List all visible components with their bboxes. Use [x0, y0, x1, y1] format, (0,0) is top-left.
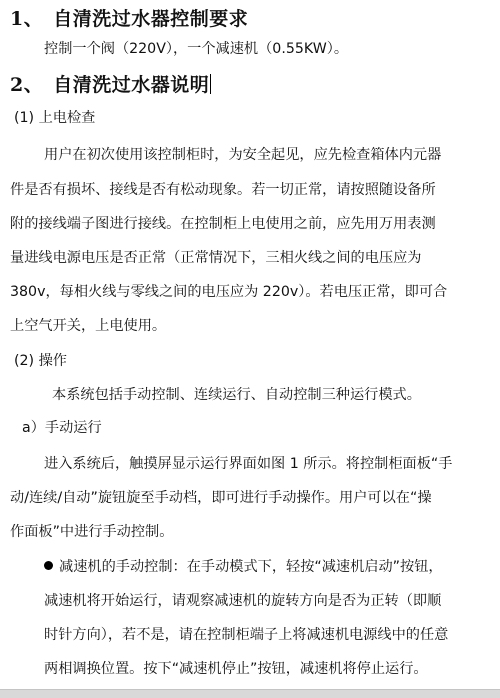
bullet-line: 减速机将开始运行，请观察减速机的旋转方向是否为正转（即顺 [44, 593, 442, 609]
section-2-number: 2、 [10, 74, 44, 96]
section-2-title: 自清洗过水器说明 [53, 74, 210, 96]
power-check-line: 上空气开关，上电使用。 [10, 318, 167, 334]
manual-mode-line: 作面板”中进行手动控制。 [10, 524, 174, 540]
bullet-line: 两相调换位置。按下“减速机停止”按钮，减速机将停止运行。 [44, 661, 428, 677]
section-1-body: 控制一个阀（220V），一个减速机（0.55KW）。 [44, 41, 349, 57]
horizontal-scrollbar[interactable] [0, 689, 500, 698]
power-check-heading: (1) 上电检查 [14, 110, 96, 126]
power-check-line: 380v，每相火线与零线之间的电压应为 220v）。若电压正常，即可合 [10, 284, 448, 300]
power-check-line: 件是否有损坏、接线是否有松动现象。若一切正常，请按照随设备所 [10, 182, 436, 198]
power-check-line: 附的接线端子图进行接线。在控制柜上电使用之前，应先用万用表测 [10, 216, 436, 232]
operation-heading: (2) 操作 [14, 353, 67, 369]
operation-intro: 本系统包括手动控制、连续运行、自动控制三种运行模式。 [52, 387, 421, 403]
manual-mode-line: 动/连续/自动”旋钮旋至手动档，即可进行手动操作。用户可以在“操 [10, 490, 432, 506]
bullet-line: 减速机的手动控制：在手动模式下，轻按“减速机启动”按钮， [44, 556, 484, 576]
manual-mode-heading: a）手动运行 [22, 420, 102, 436]
section-1-number: 1、 [10, 8, 44, 30]
power-check-line: 量进线电源电压是否正常（正常情况下，三相火线之间的电压应为 [10, 250, 422, 266]
section-1-heading [10, 4, 248, 31]
power-check-line: 用户在初次使用该控制柜时，为安全起见，应先检查箱体内元器 [44, 147, 442, 163]
section-1-title: 自清洗过水器控制要求 [53, 8, 249, 30]
bullet-line: 时针方向），若不是，请在控制柜端子上将减速机电源线中的任意 [44, 627, 449, 643]
section-2-heading [10, 70, 211, 97]
manual-mode-line: 进入系统后，触摸屏显示运行界面如图 1 所示。将控制柜面板“手 [44, 456, 453, 472]
text-cursor [210, 74, 211, 94]
bullet-icon [44, 561, 53, 570]
